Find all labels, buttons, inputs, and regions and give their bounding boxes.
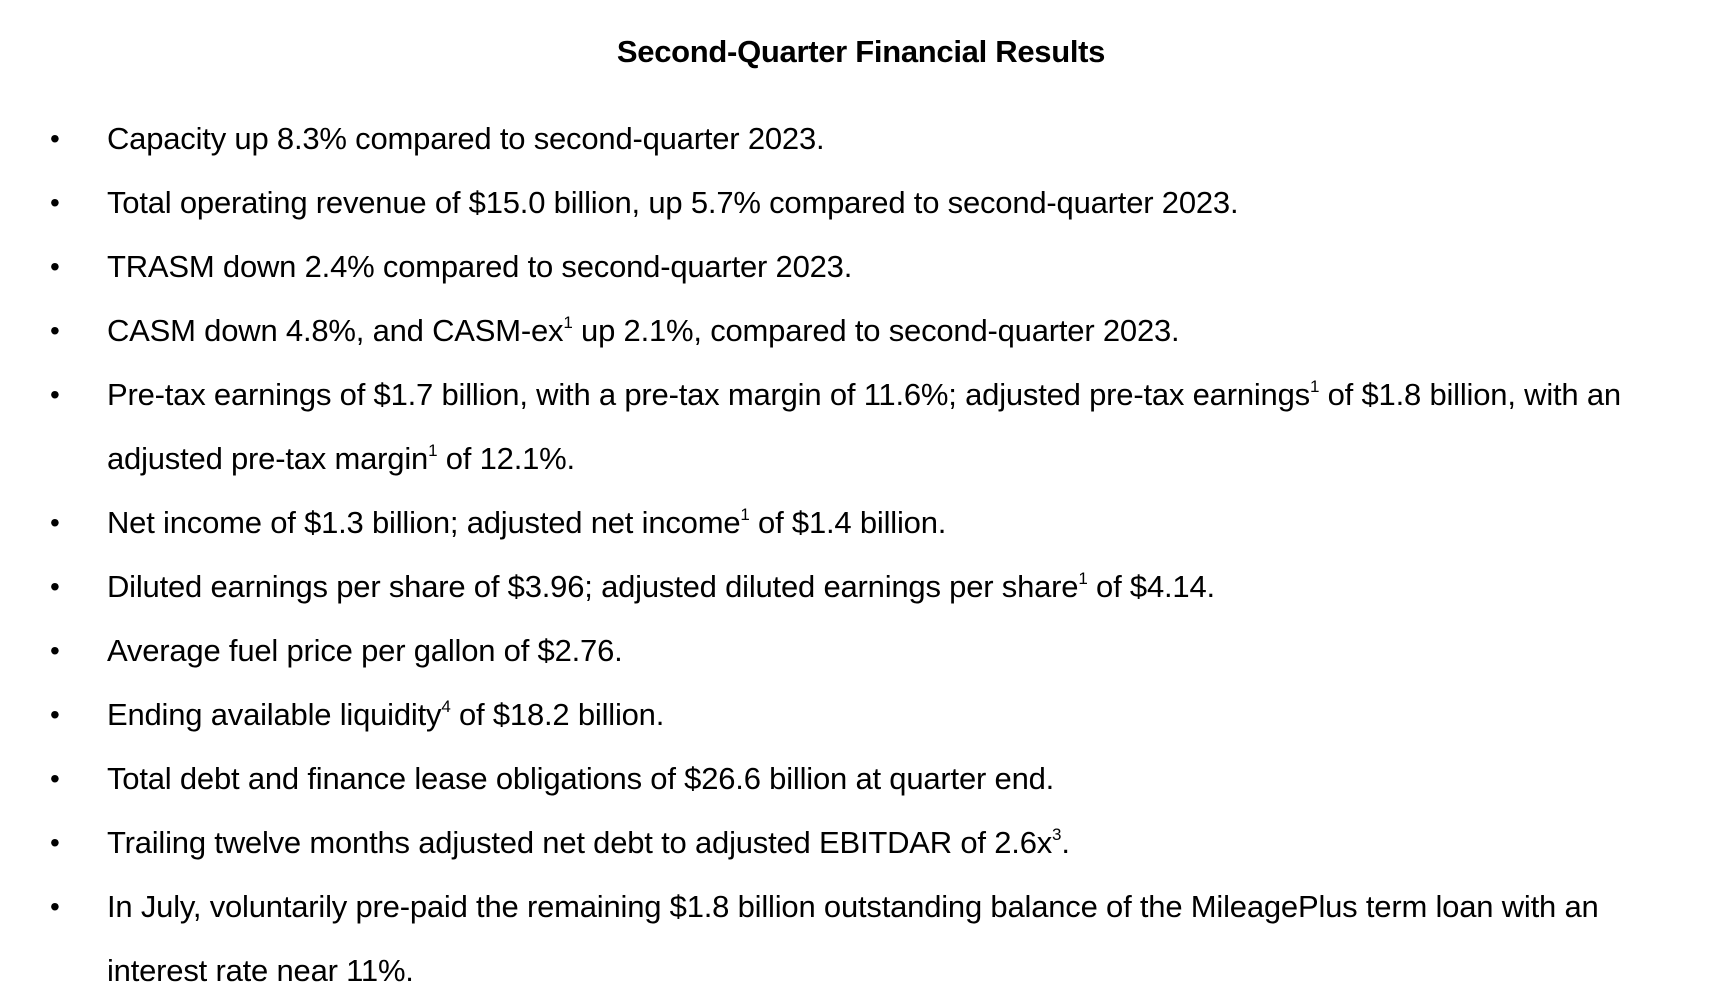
list-item	[0, 683, 1722, 747]
item-text: Capacity up 8.3% compared to second-quarter 2023.	[107, 121, 825, 156]
item-text: CASM down 4.8%, and CASM-ex	[107, 313, 564, 348]
item-text: Diluted earnings per share of $3.96; adjusted diluted earnings per share	[107, 569, 1079, 604]
bullet-icon: •	[50, 187, 60, 218]
list-item	[0, 171, 1722, 235]
item-text: In July, voluntarily pre-paid the remaining $1.8 billion outstanding balance of the MileagePlus term loan with an interest rate near 11%.	[107, 889, 1599, 988]
bullet-icon: •	[50, 827, 60, 858]
list-item	[0, 555, 1722, 619]
list-item	[0, 491, 1722, 555]
list-item	[0, 299, 1722, 363]
bullet-icon: •	[50, 315, 60, 346]
item-text: up 2.1%, compared to second-quarter 2023.	[572, 313, 1180, 348]
item-text: of $18.2 billion.	[450, 697, 665, 732]
bullet-icon: •	[50, 891, 60, 922]
list-item	[0, 235, 1722, 299]
item-text: Ending available liquidity	[107, 697, 442, 732]
item-text: of 12.1%.	[437, 441, 575, 476]
footnote-marker: 1	[740, 505, 750, 524]
bullet-icon: •	[50, 379, 60, 410]
list-item	[0, 107, 1722, 171]
list-item	[0, 363, 1722, 491]
item-text: Trailing twelve months adjusted net debt to adjusted EBITDAR of 2.6x	[107, 825, 1053, 860]
footnote-marker: 3	[1052, 825, 1062, 844]
item-text: of $1.4 billion.	[749, 505, 947, 540]
footnote-marker: 4	[441, 697, 451, 716]
footnote-marker: 1	[1078, 569, 1088, 588]
list-item	[0, 619, 1722, 683]
bullet-icon: •	[50, 507, 60, 538]
item-text: Total debt and finance lease obligations of $26.6 billion at quarter end.	[107, 761, 1055, 796]
list-item	[0, 811, 1722, 875]
item-text: of $1.8 billion, with an adjusted pre-tax margin	[107, 377, 1621, 476]
footnote-marker: 1	[563, 313, 573, 332]
bullet-icon: •	[50, 763, 60, 794]
item-text: Pre-tax earnings of $1.7 billion, with a pre-tax margin of 11.6%; adjusted pre-tax earnings	[107, 377, 1310, 412]
item-text: of $4.14.	[1087, 569, 1215, 604]
bullet-icon: •	[50, 635, 60, 666]
item-text: Net income of $1.3 billion; adjusted net income	[107, 505, 741, 540]
bullet-icon: •	[50, 123, 60, 154]
bullet-icon: •	[50, 251, 60, 282]
list-item	[0, 875, 1722, 1003]
item-text: Average fuel price per gallon of $2.76.	[107, 633, 623, 668]
bullet-icon: •	[50, 699, 60, 730]
page-title: Second-Quarter Financial Results	[616, 34, 1106, 69]
bullet-icon: •	[50, 571, 60, 602]
item-text: TRASM down 2.4% compared to second-quarter 2023.	[107, 249, 853, 284]
item-text: .	[1061, 825, 1070, 860]
results-bullet-list	[0, 107, 1722, 1003]
item-text: Total operating revenue of $15.0 billion, up 5.7% compared to second-quarter 2023.	[107, 185, 1239, 220]
list-item	[0, 747, 1722, 811]
footnote-marker: 1	[1309, 377, 1320, 396]
footnote-marker: 1	[428, 441, 438, 460]
